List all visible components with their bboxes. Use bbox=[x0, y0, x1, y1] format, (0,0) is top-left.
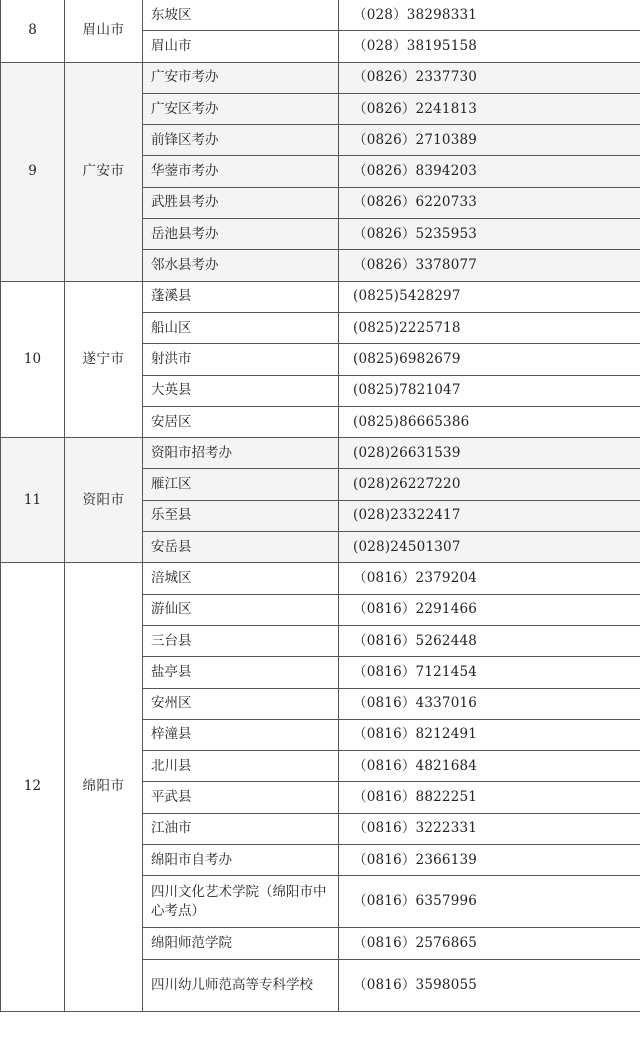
office-name: 雁江区 bbox=[143, 469, 339, 500]
phone-number: （0826）5235953 bbox=[339, 219, 640, 250]
phone-number: (0825)6982679 bbox=[339, 344, 640, 375]
office-name: 安岳县 bbox=[143, 532, 339, 563]
phone-number: （028）38298331 bbox=[339, 0, 640, 31]
office-name: 武胜县考办 bbox=[143, 187, 339, 218]
phone-number: （0826）6220733 bbox=[339, 187, 640, 218]
city-group bbox=[1, 438, 640, 563]
office-name: 蓬溪县 bbox=[143, 281, 339, 312]
office-name: 前锋区考办 bbox=[143, 125, 339, 156]
phone-number: （0816）2366139 bbox=[339, 845, 640, 876]
table-row bbox=[1, 563, 640, 594]
office-name: 射洪市 bbox=[143, 344, 339, 375]
office-name: 安居区 bbox=[143, 406, 339, 437]
office-name: 安州区 bbox=[143, 688, 339, 719]
phone-number: （0826）2710389 bbox=[339, 125, 640, 156]
phone-number: （0826）3378077 bbox=[339, 250, 640, 281]
table-row bbox=[1, 0, 640, 31]
phone-number: (028)23322417 bbox=[339, 500, 640, 531]
phone-number: （0816）2291466 bbox=[339, 594, 640, 625]
office-name: 四川幼儿师范高等专科学校 bbox=[143, 959, 339, 1011]
city-group bbox=[1, 0, 640, 62]
group-number: 8 bbox=[1, 0, 65, 62]
office-name: 邻水县考办 bbox=[143, 250, 339, 281]
office-name: 涪城区 bbox=[143, 563, 339, 594]
phone-number: (0825)5428297 bbox=[339, 281, 640, 312]
phone-number: （0826）2337730 bbox=[339, 62, 640, 93]
table-row bbox=[1, 438, 640, 469]
phone-number: （0816）3222331 bbox=[339, 813, 640, 844]
phone-number: (028)26631539 bbox=[339, 438, 640, 469]
phone-number: (0825)2225718 bbox=[339, 312, 640, 343]
city-name: 绵阳市 bbox=[65, 563, 143, 1011]
city-group bbox=[1, 281, 640, 437]
phone-number: （0816）8822251 bbox=[339, 782, 640, 813]
office-name: 平武县 bbox=[143, 782, 339, 813]
office-name: 盐亭县 bbox=[143, 657, 339, 688]
phone-number: (0825)7821047 bbox=[339, 375, 640, 406]
phone-number: （0816）5262448 bbox=[339, 625, 640, 656]
office-name: 绵阳市自考办 bbox=[143, 845, 339, 876]
office-name: 绵阳师范学院 bbox=[143, 928, 339, 959]
phone-number: （0826）2241813 bbox=[339, 93, 640, 124]
city-name: 眉山市 bbox=[65, 0, 143, 62]
group-number: 9 bbox=[1, 62, 65, 281]
table-row bbox=[1, 62, 640, 93]
office-name: 东坡区 bbox=[143, 0, 339, 31]
city-name: 资阳市 bbox=[65, 438, 143, 563]
city-group bbox=[1, 62, 640, 281]
office-name: 游仙区 bbox=[143, 594, 339, 625]
office-name: 北川县 bbox=[143, 751, 339, 782]
phone-number: （0816）2379204 bbox=[339, 563, 640, 594]
group-number: 10 bbox=[1, 281, 65, 437]
table-row bbox=[1, 281, 640, 312]
group-number: 11 bbox=[1, 438, 65, 563]
phone-number: （0816）4821684 bbox=[339, 751, 640, 782]
office-name: 眉山市 bbox=[143, 31, 339, 62]
office-name: 华蓥市考办 bbox=[143, 156, 339, 187]
phone-number: （0816）7121454 bbox=[339, 657, 640, 688]
phone-number: （0826）8394203 bbox=[339, 156, 640, 187]
phone-number: (028)26227220 bbox=[339, 469, 640, 500]
city-group bbox=[1, 563, 640, 1011]
office-name: 大英县 bbox=[143, 375, 339, 406]
phone-number: （028）38195158 bbox=[339, 31, 640, 62]
office-name: 梓潼县 bbox=[143, 719, 339, 750]
phone-number: （0816）2576865 bbox=[339, 928, 640, 959]
office-name: 船山区 bbox=[143, 312, 339, 343]
office-name: 乐至县 bbox=[143, 500, 339, 531]
phone-number: (0825)86665386 bbox=[339, 406, 640, 437]
phone-number: （0816）3598055 bbox=[339, 959, 640, 1011]
office-name: 资阳市招考办 bbox=[143, 438, 339, 469]
phone-number: （0816）4337016 bbox=[339, 688, 640, 719]
office-name: 岳池县考办 bbox=[143, 219, 339, 250]
city-name: 广安市 bbox=[65, 62, 143, 281]
office-name: 三台县 bbox=[143, 625, 339, 656]
phone-number: (028)24501307 bbox=[339, 532, 640, 563]
office-name: 四川文化艺术学院（绵阳市中心考点） bbox=[143, 876, 339, 928]
office-name: 广安区考办 bbox=[143, 93, 339, 124]
phone-number: （0816）6357996 bbox=[339, 876, 640, 928]
office-name: 江油市 bbox=[143, 813, 339, 844]
group-number: 12 bbox=[1, 563, 65, 1011]
office-name: 广安市考办 bbox=[143, 62, 339, 93]
city-name: 遂宁市 bbox=[65, 281, 143, 437]
phone-number: （0816）8212491 bbox=[339, 719, 640, 750]
